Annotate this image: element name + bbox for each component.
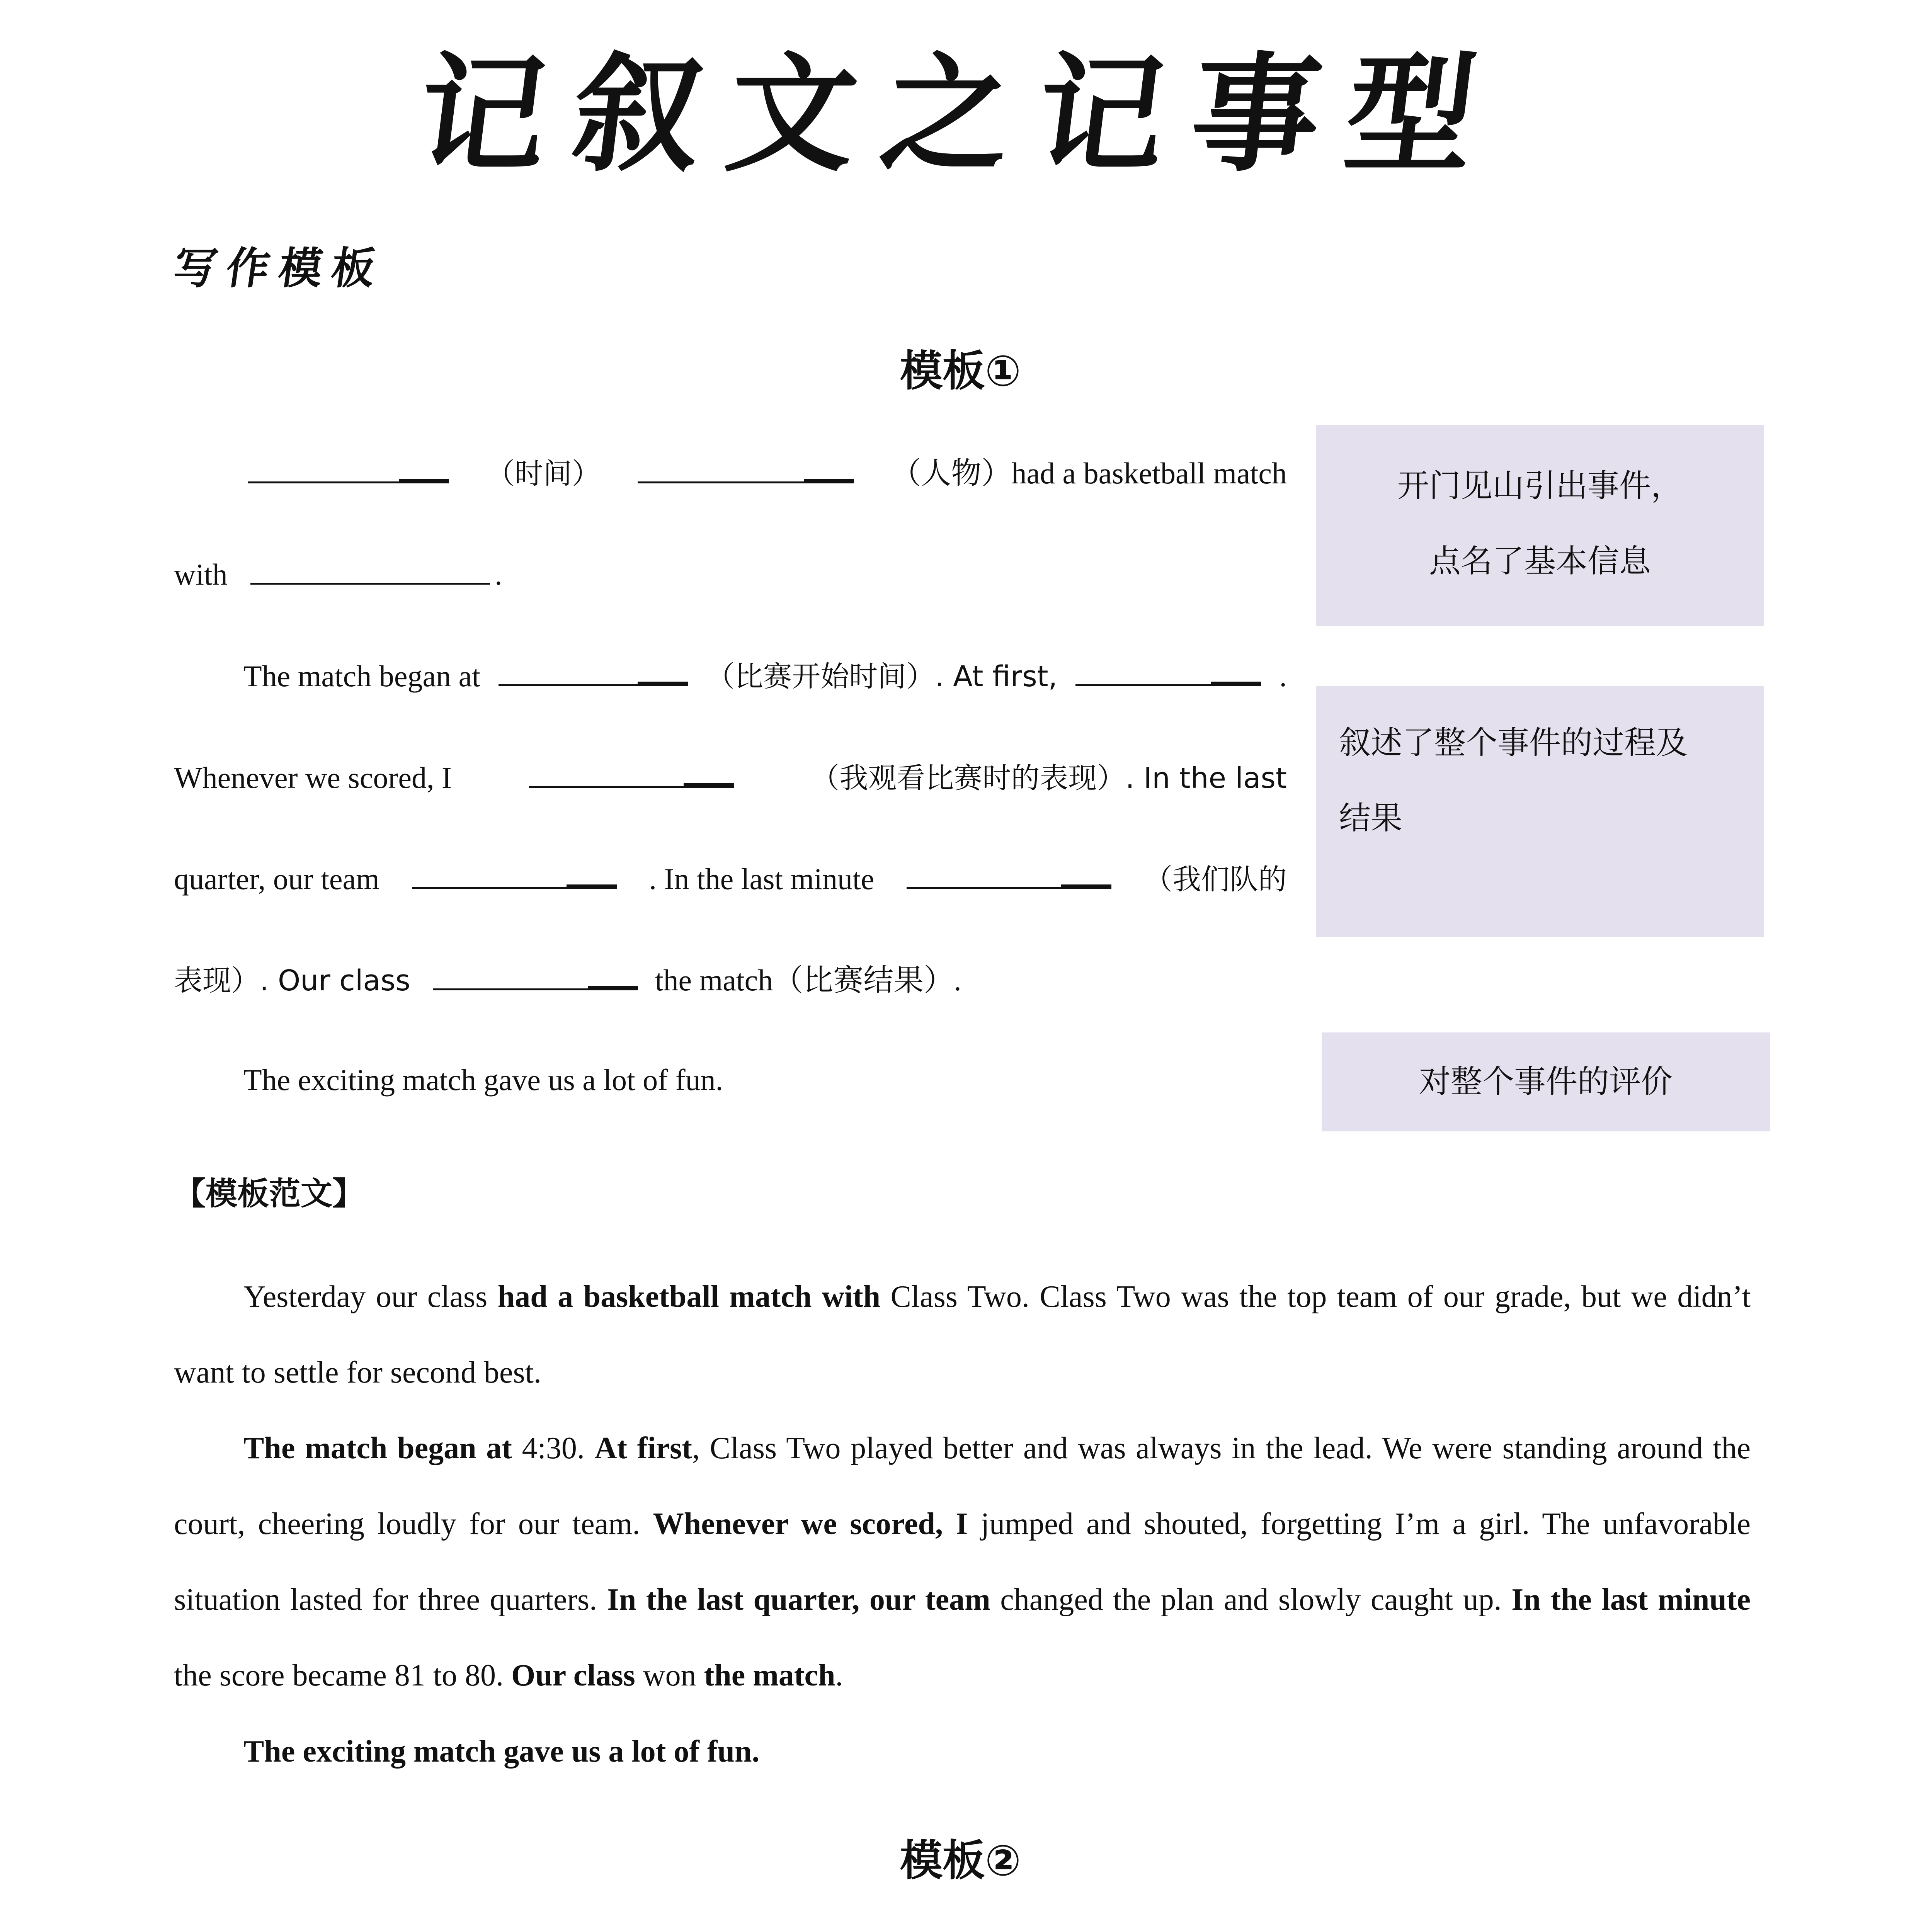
template-text: with: [174, 558, 228, 591]
bold-phrase: Our class: [511, 1658, 635, 1692]
plain-text: , Class Two played better and was always in the lead. We were standing around the court, cheering loudly for our team.: [174, 1431, 1751, 1541]
template-text: （我观看比赛时的表现）. In the last: [811, 762, 1287, 795]
template-line-7: The exciting match gave us a lot of fun.: [243, 1063, 723, 1097]
example-paragraph-1: [174, 1259, 1751, 1410]
template-text: （时间）: [486, 457, 601, 490]
note-text: 点名了基本信息: [1429, 543, 1651, 580]
note-text: 结果: [1339, 800, 1403, 837]
template-text: 表现）. Our class: [174, 964, 410, 997]
blank-at-first: [1075, 684, 1261, 686]
template-text: . In the last minute: [649, 862, 875, 896]
bold-phrase: The exciting match gave us a lot of fun.: [243, 1735, 760, 1769]
template-text: .: [495, 558, 502, 591]
example-paragraph-2: [174, 1410, 1751, 1713]
bold-phrase: At first: [594, 1431, 692, 1465]
plain-text: 4:30.: [512, 1431, 595, 1465]
blank-opponent: [250, 582, 490, 585]
note-box-evaluation: [1322, 1032, 1770, 1131]
bold-phrase: Whenever we scored, I: [653, 1507, 968, 1541]
plain-text: jumped and shouted, forgetting I’m a girl. The unfavorable situation lasted for three quarters.: [174, 1507, 1751, 1617]
template-line-5: [174, 858, 1287, 901]
plain-text: the score became 81 to 80.: [174, 1658, 512, 1692]
note-box-process: [1316, 686, 1764, 937]
template-text: Whenever we scored, I: [174, 761, 452, 794]
blank-time: [248, 481, 449, 483]
template-2-heading: 模板②: [900, 1836, 1021, 1885]
template-line-1: [243, 452, 1287, 495]
template-line-4: [174, 757, 1287, 799]
example-paragraph-3: [174, 1714, 1751, 1789]
bold-phrase: In the last quarter, our team: [607, 1583, 990, 1617]
note-box-opening: [1316, 425, 1764, 626]
note-text: 对整个事件的评价: [1419, 1063, 1673, 1100]
template-line-6: [174, 959, 961, 1002]
plain-text: Yesterday our class: [243, 1280, 498, 1314]
blank-last-minute: [907, 887, 1111, 889]
bold-phrase: the match: [704, 1658, 835, 1692]
template-text: （我们队的: [1143, 863, 1287, 896]
plain-text: .: [835, 1658, 843, 1692]
note-text: 开门见山引出事件，: [1397, 468, 1683, 504]
template-text: （人物）had a basketball match: [891, 456, 1287, 490]
note-text: 叙述了整个事件的过程及: [1339, 724, 1688, 761]
bold-phrase: had a basketball match with: [497, 1280, 881, 1314]
blank-result: [433, 988, 638, 990]
section-heading: 写作模板: [170, 243, 388, 294]
template-text: the match（比赛结果）.: [655, 963, 961, 997]
plain-text: changed the plan and slowly caught up.: [990, 1583, 1512, 1617]
template-text: quarter, our team: [174, 862, 379, 896]
plain-text: won: [635, 1658, 704, 1692]
template-text: .: [1279, 659, 1287, 693]
bold-phrase: The match began at: [243, 1431, 512, 1465]
page-title: 记叙文之记事型: [410, 39, 1511, 189]
template-text: The match began at: [243, 659, 480, 693]
example-heading: 【模板范文】: [174, 1175, 364, 1212]
template-line-3: [243, 655, 1287, 698]
blank-start-time: [499, 684, 688, 686]
blank-people: [638, 481, 854, 483]
blank-my-reaction: [529, 786, 734, 788]
template-1-heading: 模板①: [900, 346, 1021, 396]
blank-team-action: [412, 887, 617, 889]
template-text: （比赛开始时间）. At first,: [706, 660, 1058, 693]
plain-text: Class Two. Class Two was the top team of our grade, but we didn’t want to settle for second best.: [174, 1280, 1751, 1389]
template-line-2: [174, 553, 502, 596]
bold-phrase: In the last minute: [1511, 1583, 1751, 1617]
